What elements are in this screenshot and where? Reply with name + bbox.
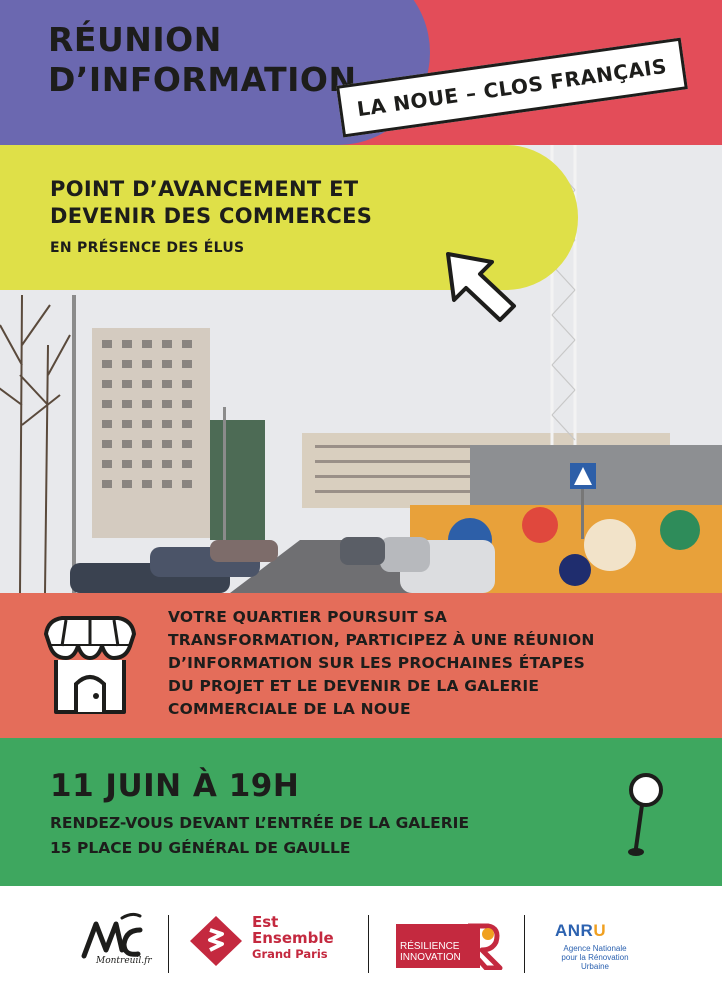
headline-line-2: DEVENIR DES COMMERCES [50,204,373,228]
description-line: VOTRE QUARTIER POURSUIT SA [168,608,448,626]
title-line-2: D’INFORMATION [48,60,357,99]
description-line: DU PROJET ET LE DEVENIR DE LA GALERIE [168,677,540,695]
est-ensemble-wordmark [252,914,334,962]
intro-headline [50,176,372,230]
page-title [48,20,357,100]
footer-divider [524,915,525,973]
meeting-place-line-1: RENDEZ-VOUS DEVANT L’ENTRÉE DE LA GALERIE [50,814,470,832]
description-line: TRANSFORMATION, PARTICIPEZ À UNE RÉUNION [168,631,595,649]
meeting-date-time: 11 JUIN À 19H [50,768,300,804]
montreuil-url: Montreuil.fr [96,956,152,966]
est-line-1: Est [252,913,279,931]
anru-line-1: Agence Nationale [563,944,627,953]
est-line-3: Grand Paris [252,947,328,961]
description-line: D’INFORMATION SUR LES PROCHAINES ÉTAPES [168,654,585,672]
intro-subheadline: EN PRÉSENCE DES ÉLUS [50,240,245,256]
shop-storefront-icon [40,612,140,722]
anru-line-2: pour la Rénovation [561,953,629,962]
footer-divider [368,915,369,973]
resilience-line-2: INNOVATION [400,952,461,963]
est-ensemble-logo [186,912,246,970]
map-pin-icon [612,770,672,864]
resilience-line-1: RÉSILIENCE [400,941,460,952]
arrow-pointer-icon [442,248,522,328]
anru-line-3: Urbaine [580,962,609,971]
info-description [168,606,688,721]
meeting-place-line-2: 15 PLACE DU GÉNÉRAL DE GAULLE [50,839,351,857]
anru-fullname [540,944,650,971]
title-line-1: RÉUNION [48,20,222,59]
resilience-wordmark [400,941,461,963]
est-line-2: Ensemble [252,929,334,947]
anru-logo [555,921,606,941]
headline-line-1: POINT D’AVANCEMENT ET [50,177,359,201]
description-line: COMMERCIALE DE LA NOUE [168,700,411,718]
meeting-place [50,811,469,861]
footer-divider [168,915,169,973]
anru-acronym-u: U [593,921,607,940]
anru-acronym: ANR [555,921,594,940]
location-tag-text: LA NOUE – CLOS FRANÇAIS [355,53,669,122]
